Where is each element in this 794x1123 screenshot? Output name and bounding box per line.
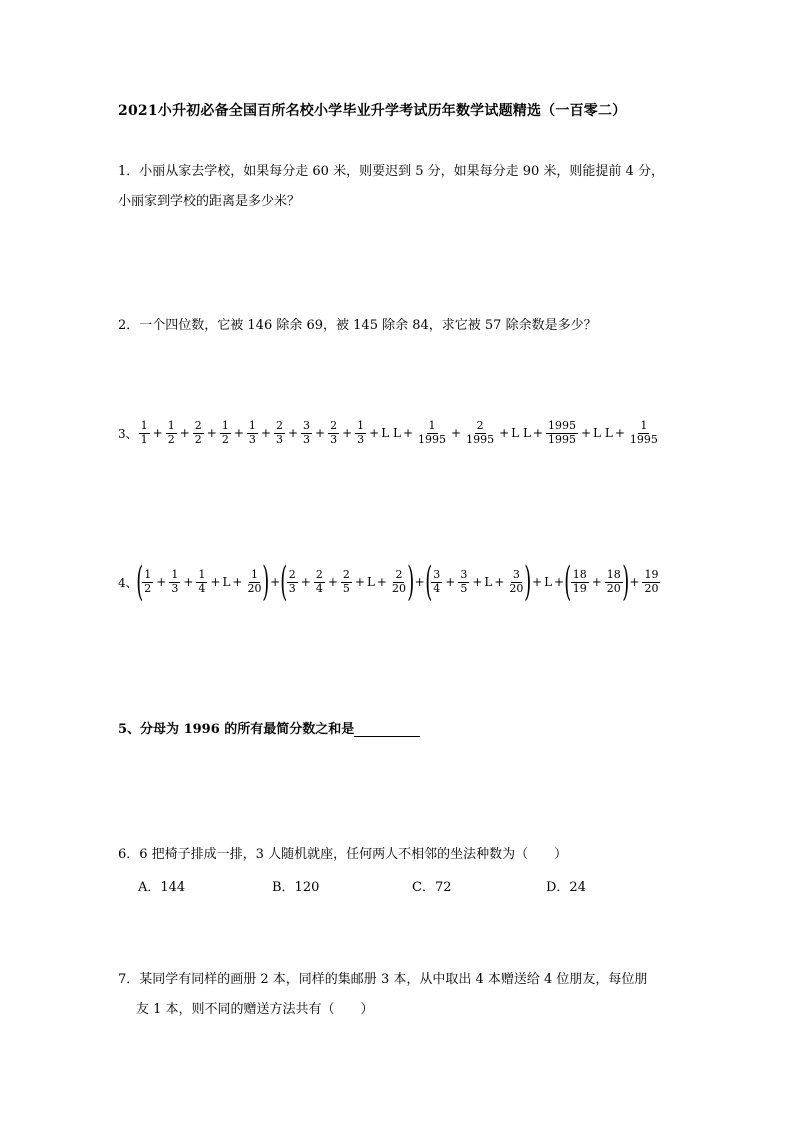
fraction <box>390 569 408 595</box>
denominator: 3 <box>357 432 365 446</box>
numerator: 1 <box>171 567 179 581</box>
numerator: 1 <box>250 567 258 581</box>
fraction <box>169 569 180 595</box>
question-2: 2．一个四位数，它被 146 除余 69，被 145 除余 84，求它被 57 除余数是多少？ <box>118 318 597 333</box>
denominator: 20 <box>391 581 406 595</box>
numerator: 18 <box>606 567 621 581</box>
numerator: 2 <box>194 419 202 432</box>
numerator: 3 <box>460 567 468 581</box>
option-c[interactable]: C．72 <box>412 880 452 895</box>
fraction <box>546 420 578 446</box>
denominator: 4 <box>198 581 206 595</box>
answer-blank <box>354 722 420 737</box>
numerator: 2 <box>315 567 323 581</box>
denominator: 1995 <box>629 432 658 446</box>
numerator: 1 <box>357 419 365 432</box>
numerator: 2 <box>275 419 283 432</box>
ellipsis: L <box>222 575 231 589</box>
numerator: 2 <box>330 419 338 432</box>
denominator: 3 <box>275 432 283 446</box>
denominator: 3 <box>248 432 256 446</box>
denominator: 1995 <box>418 432 447 446</box>
question-1-line-2: 小丽家到学校的距离是多少米？ <box>118 194 301 209</box>
denominator: 19 <box>572 581 587 595</box>
denominator: 1995 <box>547 432 576 446</box>
denominator: 4 <box>433 581 441 595</box>
denominator: 2 <box>167 432 175 446</box>
numerator: 1 <box>144 567 152 581</box>
question-3-label: 3、 <box>118 426 138 441</box>
question-7-line-2: 友 1 本，则不同的赠送方法共有（ ） <box>136 1002 374 1017</box>
fraction <box>341 569 352 595</box>
numerator: 18 <box>572 567 587 581</box>
denominator: 4 <box>315 581 323 595</box>
question-5 <box>118 718 420 737</box>
numerator: 2 <box>476 419 484 432</box>
denominator: 1 <box>140 432 148 446</box>
numerator: 1 <box>640 419 648 432</box>
numerator: 1995 <box>547 419 576 432</box>
denominator: 20 <box>644 581 659 595</box>
question-4-label: 4、 <box>118 575 138 590</box>
question-6: 6．6 把椅子排成一排，3 人随机就座，任何两人不相邻的坐法种数为（ ） <box>118 847 568 862</box>
question-5-text: 5、分母为 1996 的所有最简分数之和是 <box>118 722 355 737</box>
fraction <box>328 420 339 446</box>
fraction <box>464 420 496 446</box>
fraction <box>571 569 589 595</box>
denominator: 2 <box>144 581 152 595</box>
numerator: 1 <box>428 419 436 432</box>
ellipsis: L <box>544 575 553 589</box>
denominator: 3 <box>171 581 179 595</box>
fraction <box>139 420 150 446</box>
ellipsis: L L <box>381 426 401 441</box>
ellipsis: L <box>366 575 375 589</box>
numerator: 1 <box>140 419 148 432</box>
fraction <box>166 420 177 446</box>
fraction <box>642 569 660 595</box>
fraction <box>301 420 312 446</box>
fraction <box>247 420 258 446</box>
option-d[interactable]: D．24 <box>546 880 586 895</box>
fraction <box>605 569 623 595</box>
fraction <box>314 569 325 595</box>
fraction <box>507 569 525 595</box>
fraction <box>220 420 231 446</box>
ellipsis: L L <box>511 426 531 441</box>
numerator: 3 <box>512 567 520 581</box>
denominator: 20 <box>606 581 621 595</box>
numerator: 1 <box>167 419 175 432</box>
fraction <box>142 569 153 595</box>
denominator: 2 <box>221 432 229 446</box>
fraction <box>193 420 204 446</box>
numerator: 2 <box>288 567 296 581</box>
ellipsis: L <box>484 575 493 589</box>
denominator: 3 <box>288 581 296 595</box>
fraction <box>431 569 442 595</box>
denominator: 3 <box>303 432 311 446</box>
question-7-line-1: 7．某同学有同样的画册 2 本，同样的集邮册 3 本，从中取出 4 本赠送给 4 位朋友，每位朋 <box>118 972 648 987</box>
denominator: 5 <box>460 581 468 595</box>
fraction <box>245 569 263 595</box>
numerator: 3 <box>303 419 311 432</box>
fraction <box>196 569 207 595</box>
ellipsis: L L <box>593 426 613 441</box>
numerator: 19 <box>644 567 659 581</box>
denominator: 5 <box>342 581 350 595</box>
question-1-line-1: 1．小丽从家去学校，如果每分走 60 米，则要迟到 5 分，如果每分走 90 米，则能提前 4 分， <box>118 164 664 179</box>
option-b[interactable]: B．120 <box>272 880 320 895</box>
fraction <box>458 569 469 595</box>
question-3-expression: 3、 $\frac{1}{1}$ + $\frac{1}{2}$ + $\frac{2}{2}$ + $\frac{1}{2}$ + $\frac{1}{3}$ + $\frac{2}{3}$ + $\frac{3}{3}$ + $\frac{2}{3}$ + $\frac{1}{3}$ + L L + $\frac{1}{1995}$ + $\frac{2}{1995}$ + L L + $\frac{1995}{1995}$ + L L + $\frac{1}{1995}$ <box>118 419 658 446</box>
numerator: 1 <box>221 419 229 432</box>
numerator: 2 <box>342 567 350 581</box>
denominator: 2 <box>194 432 202 446</box>
fraction <box>416 420 448 446</box>
numerator: 1 <box>198 567 206 581</box>
fraction <box>628 420 660 446</box>
question-4-expression: 4、 ( $\frac{1}{2}$ + $\frac{1}{3}$ + $\frac{1}{4}$ + L + $\frac{1}{20}$ ) + ( $\frac{2}{3}$ + $\frac{2}{4}$ + $\frac{2}{5}$ + L + $\frac{2}{20}$ ) + ( $\frac{3}{4}$ + $\frac{3}{5}$ + L + $\frac{3}{20}$ ) + L + ( $\frac{18}{19}$ + $\frac{18}{20}$ ) + $\frac{19}{20}$ <box>118 559 659 605</box>
page-title: 2021小升初必备全国百所名校小学毕业升学考试历年数学试题精选（一百零二） <box>118 103 627 119</box>
numerator: 3 <box>433 567 441 581</box>
denominator: 20 <box>509 581 524 595</box>
numerator: 1 <box>248 419 256 432</box>
denominator: 3 <box>330 432 338 446</box>
fraction <box>287 569 298 595</box>
denominator: 1995 <box>466 432 495 446</box>
denominator: 20 <box>247 581 262 595</box>
fraction <box>355 420 366 446</box>
fraction <box>274 420 285 446</box>
option-a[interactable]: A．144 <box>138 880 186 895</box>
numerator: 2 <box>395 567 403 581</box>
